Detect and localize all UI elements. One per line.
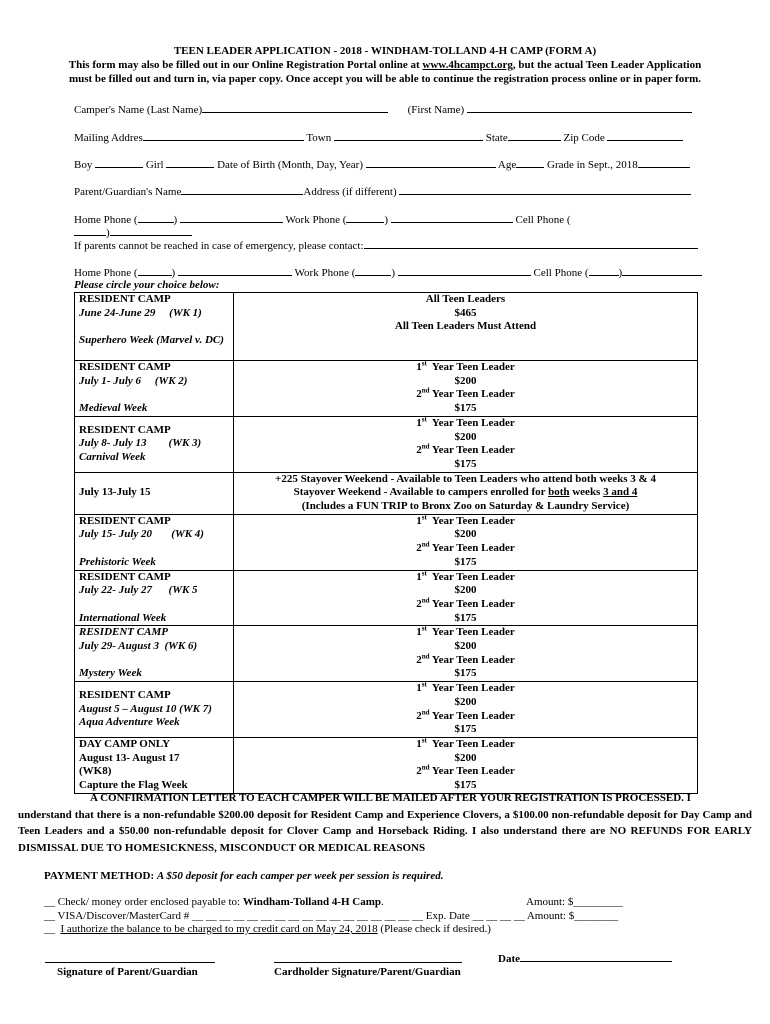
camp-date-range: July 8- July 13 xyxy=(79,437,147,450)
em-work-area-field[interactable] xyxy=(355,265,391,276)
camp-dates xyxy=(79,640,229,654)
ordinal: nd xyxy=(421,652,430,661)
camp-pricing xyxy=(234,416,698,472)
camp-info xyxy=(75,293,234,361)
stayover-campers xyxy=(238,486,693,500)
first-year-price: $200 xyxy=(454,430,477,443)
cell-phone-field[interactable] xyxy=(110,225,192,236)
price-label: All Teen Leaders xyxy=(425,293,506,305)
camp-info xyxy=(75,514,234,570)
online-notice-text: This form may also be filled out in our Online Registration Portal online at xyxy=(68,59,423,71)
camp-pricing xyxy=(234,737,698,793)
camp-info xyxy=(75,361,234,417)
second-year-label: 2nd Year Teen Leader xyxy=(416,540,515,555)
camp-pricing xyxy=(234,514,698,570)
card-option[interactable]: __ VISA/Discover/MasterCard # __ __ __ __ __ __ __ __ __ __ __ __ __ __ __ __ __ Exp. Date __ __ __ __ Amount: $________ xyxy=(44,910,619,922)
town-field[interactable] xyxy=(334,130,483,141)
second-year-text: Year Teen Leader xyxy=(431,388,515,401)
camp-week: (WK 5 xyxy=(168,584,198,597)
first-year-price: $200 xyxy=(454,695,477,708)
camp-week: (WK 1) xyxy=(169,306,202,319)
emergency-phone-row: Home Phone ( ) Work Phone ( ) Cell Phone ( ) xyxy=(74,265,702,279)
em-work-phone-field[interactable] xyxy=(398,265,531,276)
second-year-label: 2nd Year Teen Leader xyxy=(416,596,515,610)
payment-label: PAYMENT METHOD: xyxy=(44,870,155,882)
camp-theme: Prehistoric Week xyxy=(79,555,156,568)
camp-type: RESIDENT CAMP xyxy=(79,361,171,373)
em-work-phone-label: Work Phone ( xyxy=(294,267,356,279)
home-phone-field[interactable] xyxy=(180,212,283,223)
cardholder-signature-line[interactable] xyxy=(274,962,462,963)
second-year-label: 2nd Year Teen Leader xyxy=(416,386,515,401)
mailing-label: Mailing Addres xyxy=(74,132,143,144)
camp-theme: Carnival Week xyxy=(79,451,146,464)
form-title: TEEN LEADER APPLICATION - 2018 - WINDHAM-TOLLAND 4-H CAMP (FORM A) xyxy=(173,45,597,57)
website-link[interactable]: www.4hcampct.org xyxy=(422,59,513,71)
camp-info xyxy=(75,682,234,738)
camp-week: (WK 2) xyxy=(154,374,188,387)
state-field[interactable] xyxy=(508,130,561,141)
age-field[interactable] xyxy=(516,157,544,168)
check-amount[interactable]: Amount: $_________ xyxy=(526,896,623,908)
check-payee: Windham-Tolland 4-H Camp xyxy=(242,896,382,908)
date-line[interactable] xyxy=(520,951,672,962)
address-diff-label: Address (if different) xyxy=(303,186,397,198)
em-cell-area-field[interactable] xyxy=(589,265,619,276)
second-year-price: $175 xyxy=(454,555,477,568)
confirmation-first-line: A CONFIRMATION LETTER TO EACH CAMPER WILL BE MAILED AFTER YOUR REGISTRATION IS PROCESSED. I xyxy=(90,792,691,804)
camp-pricing xyxy=(234,361,698,417)
camp-row-wk2[interactable] xyxy=(75,361,698,417)
phone-row: Home Phone ( ) Work Phone ( ) Cell Phone ( xyxy=(74,214,571,226)
first-year-price: $200 xyxy=(454,528,477,541)
second-year-price: $175 xyxy=(454,667,477,680)
stayover-text: Stayover Weekend - Available to campers enrolled for xyxy=(293,486,549,499)
second-year-label: 2nd Year Teen Leader xyxy=(416,707,515,722)
second-year-price: $175 xyxy=(454,723,477,736)
first-year-price: $200 xyxy=(454,751,477,764)
address-row xyxy=(74,130,683,144)
camp-week: (WK 6) xyxy=(164,640,198,653)
camp-row-wk7[interactable] xyxy=(75,682,698,738)
first-year-text: Year Teen Leader xyxy=(431,514,515,527)
check-text: __ Check/ money order enclosed payable to: xyxy=(44,896,243,908)
ordinal: st xyxy=(421,359,427,368)
dob-label: Date of Birth (Month, Day, Year) xyxy=(217,159,364,171)
second-year-price: $175 xyxy=(454,779,477,792)
parent-signature-label: Signature of Parent/Guardian xyxy=(57,966,198,978)
check-option[interactable] xyxy=(44,896,384,908)
camp-pricing xyxy=(234,570,698,626)
emergency-field[interactable] xyxy=(364,238,698,249)
camp-table xyxy=(74,292,698,794)
second-year-text: Year Teen Leader xyxy=(431,444,515,457)
second-year-text: Year Teen Leader xyxy=(431,709,515,722)
authorize-text: I authorize the balance to be charged to my credit card on May 24, 2018 xyxy=(60,923,378,935)
camp-theme: Mystery Week xyxy=(79,667,142,680)
mailing-field[interactable] xyxy=(143,130,304,141)
camp-dates xyxy=(79,528,229,542)
ordinal: nd xyxy=(421,707,430,716)
cell-area-field[interactable] xyxy=(74,225,106,236)
stayover-weeks: weeks xyxy=(569,486,604,499)
date-field[interactable] xyxy=(498,951,672,965)
grade-label: Grade in Sept., 2018 xyxy=(547,159,638,171)
online-notice xyxy=(0,59,770,71)
work-phone-field[interactable] xyxy=(391,212,513,223)
camp-date-range: July 22- July 27 xyxy=(79,584,153,597)
second-year-text: Year Teen Leader xyxy=(431,597,515,610)
camp-week: (WK 3) xyxy=(168,437,202,450)
camp-week: (WK8) xyxy=(79,765,112,778)
check-after: . xyxy=(381,896,384,908)
camp-type: RESIDENT CAMP xyxy=(79,626,168,639)
authorize-option[interactable] xyxy=(44,923,491,935)
first-year-text: Year Teen Leader xyxy=(431,570,515,583)
confirmation-body: understand that there is a non-refundable $200.00 deposit for Resident Camp and Experience Clovers, a $100.00 non-refundable deposit for Day Camp and Teen Leaders and a $50.00 non-refundable deposit for Clover Camp and Horseback Riding. I also understand there are NO REFUNDS FOR EARLY DISMISSAL DUE TO HOMESICKNESS, MISCONDUCT OR MEDICAL REASONS xyxy=(18,808,752,854)
girl-field[interactable] xyxy=(166,157,214,168)
camp-dates xyxy=(79,437,229,451)
camp-week: (WK 4) xyxy=(171,528,204,541)
town-label: Town xyxy=(306,132,332,144)
cardholder-signature-label: Cardholder Signature/Parent/Guardian xyxy=(274,966,461,978)
work-area-field[interactable] xyxy=(346,212,384,223)
camp-pricing xyxy=(234,626,698,682)
ordinal: st xyxy=(421,513,427,522)
parent-signature-line[interactable] xyxy=(45,962,215,963)
camp-row-wk3[interactable] xyxy=(75,416,698,472)
stayover-includes: (Includes a FUN TRIP to Bronx Zoo on Saturday & Laundry Service) xyxy=(301,500,630,513)
camp-row-wk8[interactable] xyxy=(75,737,698,793)
demographics-row xyxy=(74,157,690,171)
em-home-area-field[interactable] xyxy=(138,265,172,276)
ordinal: nd xyxy=(421,442,430,451)
stayover-row[interactable] xyxy=(75,472,698,514)
ordinal: st xyxy=(421,736,427,745)
first-year-text: Year Teen Leader xyxy=(431,626,515,639)
first-year-price: $200 xyxy=(454,374,477,387)
camp-theme: Superhero Week (Marvel v. DC) xyxy=(79,334,224,347)
stayover-info xyxy=(234,472,698,514)
grade-field[interactable] xyxy=(638,157,690,168)
girl-label: Girl xyxy=(145,159,164,171)
camp-dates: August 5 – August 10 (WK 7) xyxy=(79,702,212,715)
first-year-label: 1st Year Teen Leader xyxy=(416,736,515,750)
address-diff-field[interactable] xyxy=(399,184,691,195)
camp-dates xyxy=(79,307,229,321)
stayover-teen: +225 Stayover Weekend - Available to Teen Leaders who attend both weeks 3 & 4 xyxy=(275,472,656,485)
camp-date-range: June 24-June 29 xyxy=(79,306,156,319)
ordinal: st xyxy=(421,415,427,424)
camp-dates xyxy=(79,584,229,598)
ordinal: st xyxy=(421,680,427,689)
parent-field[interactable] xyxy=(181,184,303,195)
camp-date-range: July 29- August 3 xyxy=(79,640,159,653)
camp-type: RESIDENT CAMP xyxy=(79,689,171,702)
camp-dates xyxy=(79,375,229,389)
cell-phone-label: Cell Phone ( xyxy=(515,214,571,226)
parent-label: Parent/Guardian's Name xyxy=(74,186,182,198)
camp-pricing xyxy=(234,682,698,738)
em-cell-phone-label: Cell Phone ( xyxy=(533,267,589,279)
second-year-text: Year Teen Leader xyxy=(431,542,515,555)
boy-label: Boy xyxy=(74,159,93,171)
last-name-label: Camper's Name (Last Name) xyxy=(74,104,203,116)
em-home-phone-field[interactable] xyxy=(178,265,292,276)
camp-row-wk1[interactable] xyxy=(75,293,698,361)
first-year-price: $200 xyxy=(454,584,477,597)
ordinal: nd xyxy=(421,596,430,605)
authorize-suffix: (Please check if desired.) xyxy=(377,923,491,935)
confirmation-notice xyxy=(18,790,752,856)
ordinal: nd xyxy=(421,540,430,549)
state-label: State xyxy=(485,132,508,144)
camp-type: RESIDENT CAMP xyxy=(79,423,171,436)
home-phone-label: Home Phone ( xyxy=(74,214,138,226)
work-phone-label: Work Phone ( xyxy=(285,214,347,226)
camp-date-range: July 1- July 6 xyxy=(79,374,142,387)
parent-row xyxy=(74,184,691,198)
camp-type: DAY CAMP ONLY xyxy=(79,737,171,750)
ordinal: nd xyxy=(421,386,430,395)
camp-info xyxy=(75,626,234,682)
camp-theme: Medieval Week xyxy=(79,402,148,415)
camp-row-wk4[interactable] xyxy=(75,514,698,570)
camp-info xyxy=(75,570,234,626)
ordinal: st xyxy=(421,624,427,633)
stayover-week-numbers: 3 and 4 xyxy=(603,486,638,499)
camp-theme: International Week xyxy=(79,611,167,624)
first-year-label: 1st Year Teen Leader xyxy=(416,568,515,583)
online-notice-tail: , but the actual Teen Leader Application xyxy=(512,59,702,71)
second-year-label: 2nd Year Teen Leader xyxy=(416,652,515,666)
camp-info xyxy=(75,737,234,793)
first-year-label: 1st Year Teen Leader xyxy=(416,359,515,373)
first-name-field[interactable] xyxy=(467,102,692,113)
first-year-text: Year Teen Leader xyxy=(431,416,515,429)
dob-field[interactable] xyxy=(366,157,496,168)
ordinal: st xyxy=(421,568,427,577)
first-year-price: $200 xyxy=(454,640,477,653)
second-year-text: Year Teen Leader xyxy=(431,765,515,778)
date-label: Date xyxy=(498,953,520,965)
first-year-label: 1st Year Teen Leader xyxy=(416,624,515,639)
paper-copy-notice: must be filled out and turn in, via paper copy. Once accept you will be able to continue the registration process online or in paper form. xyxy=(68,73,702,85)
emergency-row xyxy=(74,238,698,252)
first-name-label: (First Name) xyxy=(407,104,465,116)
camp-type: RESIDENT CAMP xyxy=(79,514,171,527)
circle-instruction: Please circle your choice below: xyxy=(74,279,220,291)
camp-theme: Capture the Flag Week xyxy=(79,779,188,792)
home-area-field[interactable] xyxy=(138,212,174,223)
first-year-label: 1st Year Teen Leader xyxy=(416,680,515,695)
zip-field[interactable] xyxy=(607,130,683,141)
camp-row-wk6[interactable] xyxy=(75,626,698,682)
last-name-field[interactable] xyxy=(202,102,388,113)
payment-note: A $50 deposit for each camper per week per session is required. xyxy=(156,870,444,882)
camp-theme: Aqua Adventure Week xyxy=(79,716,180,729)
second-year-price: $175 xyxy=(454,457,477,470)
emergency-label: If parents cannot be reached in case of emergency, please contact: xyxy=(74,240,364,252)
second-year-text: Year Teen Leader xyxy=(431,653,515,666)
cell-continue-row: ) xyxy=(74,225,192,239)
first-year-text: Year Teen Leader xyxy=(431,737,515,750)
camp-row-wk5[interactable] xyxy=(75,570,698,626)
camp-type: RESIDENT CAMP xyxy=(79,293,171,305)
age-label: Age xyxy=(497,159,517,171)
first-year-text: Year Teen Leader xyxy=(431,361,515,373)
stayover-both: both xyxy=(548,486,570,499)
em-home-phone-label: Home Phone ( xyxy=(74,267,138,279)
camp-date-range: July 15- July 20 xyxy=(79,528,153,541)
second-year-price: $175 xyxy=(454,402,477,415)
camp-pricing xyxy=(234,293,698,361)
stayover-dates: July 13-July 15 xyxy=(75,472,234,514)
camp-type: RESIDENT CAMP xyxy=(79,570,171,583)
zip-label: Zip Code xyxy=(563,132,605,144)
second-year-price: $175 xyxy=(454,611,477,624)
name-row xyxy=(74,102,692,116)
first-year-text: Year Teen Leader xyxy=(431,682,515,695)
first-year-label: 1st Year Teen Leader xyxy=(416,513,515,527)
authorize-checkbox[interactable]: __ xyxy=(44,923,55,935)
payment-method xyxy=(44,870,443,882)
first-year-label: 1st Year Teen Leader xyxy=(416,415,515,429)
boy-field[interactable] xyxy=(95,157,143,168)
price-value: $465 xyxy=(454,306,477,319)
second-year-label: 2nd Year Teen Leader xyxy=(416,763,515,778)
em-cell-phone-field[interactable] xyxy=(622,265,702,276)
price-note: All Teen Leaders Must Attend xyxy=(394,320,537,333)
camp-date-range: August 13- August 17 xyxy=(79,751,180,764)
ordinal: nd xyxy=(421,763,430,772)
camp-info xyxy=(75,416,234,472)
second-year-label: 2nd Year Teen Leader xyxy=(416,442,515,457)
